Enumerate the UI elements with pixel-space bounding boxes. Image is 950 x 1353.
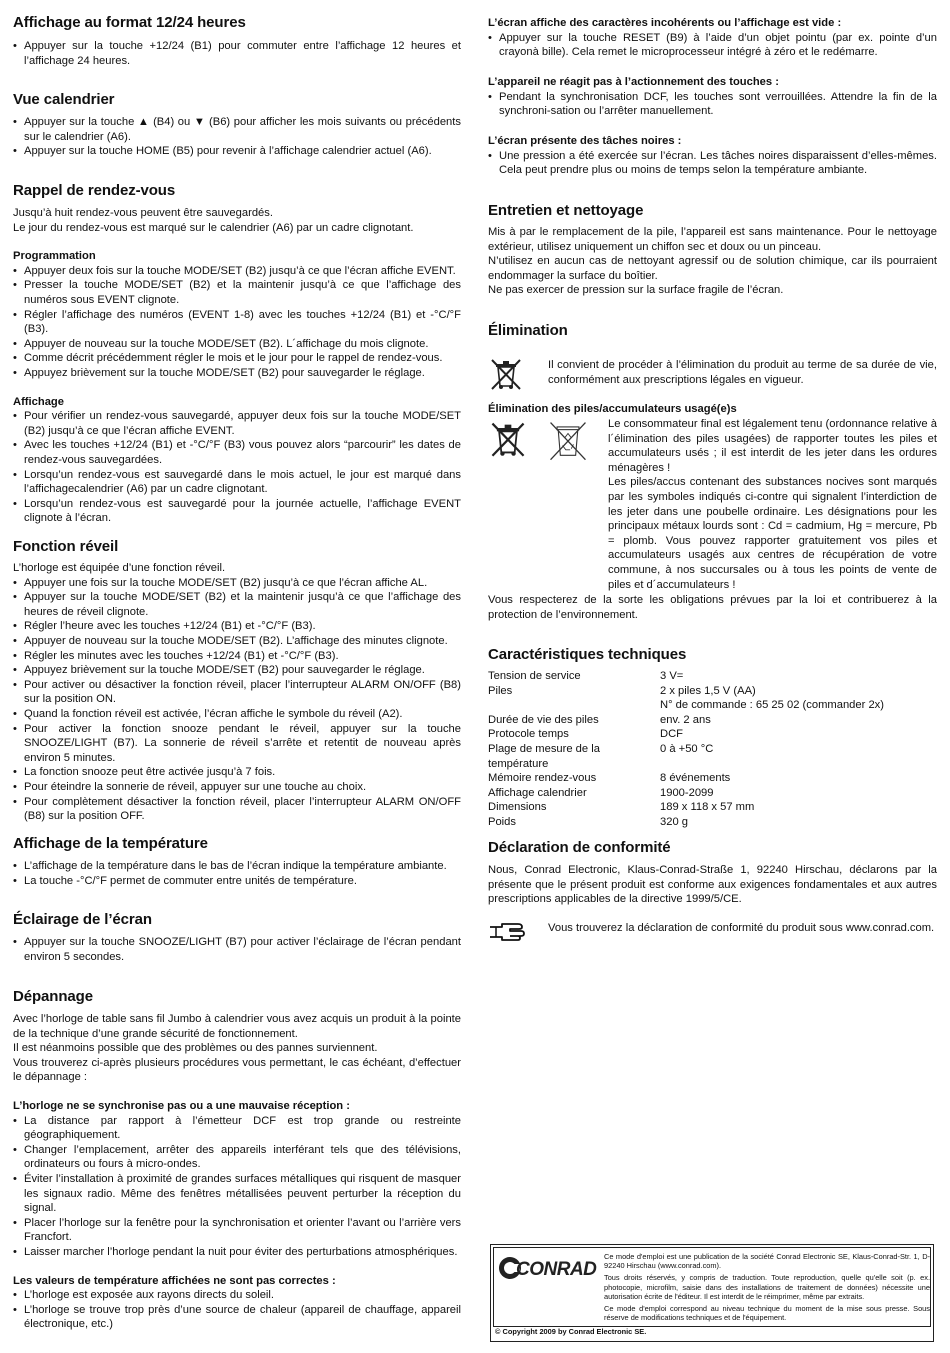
list-item: • Placer l’horloge sur la fenêtre pour la synchronisation et orienter l’avant ou l’arrière vers Francfort. — [13, 1216, 461, 1245]
spec-value: 3 V= — [660, 670, 684, 682]
spec-row — [488, 713, 884, 728]
spec-row — [488, 771, 884, 786]
list-item: • Lorsqu’un rendez-vous est sauvegardé pour la journée actuelle, l’affichage EVENT clignote à l’écran. — [13, 497, 461, 526]
spec-value: 2 x piles 1,5 V (AA) — [660, 684, 756, 697]
bullet-list — [13, 115, 461, 159]
spec-value: N° de commande : 65 25 02 (commander 2x) — [660, 699, 884, 712]
list-item: • Pour activer ou désactiver la fonction réveil, placer l’interrupteur ALARM ON/OFF (B8) sur la position ON. — [13, 678, 461, 707]
bullet-list — [13, 39, 461, 68]
section-title: Vue calendrier — [13, 91, 115, 108]
list-item: • Laisser marcher l’horloge pendant la nuit pour éviter des perturbations atmosphériques. — [13, 1245, 461, 1260]
paragraph: Mis à par le remplacement de la pile, l’appareil est sans maintenance. Pour le nettoyage extérieur, utilisez uniquement un chiffon sec et doux ou un pinceau. — [488, 226, 937, 253]
bullet-list — [488, 90, 937, 119]
spec-label: Dimensions — [488, 801, 547, 814]
subsection-title: Programmation — [13, 250, 96, 263]
pointing-hand-icon — [488, 921, 526, 943]
crossed-bin-icon — [488, 355, 524, 391]
spec-row — [488, 669, 884, 684]
spec-value: 320 g — [660, 815, 688, 828]
spec-value: 8 événements — [660, 772, 731, 785]
list-item: • Régler l’affichage des numéros (EVENT 1-8) avec les touches +12/24 (B1) et -°C/°F (B3). — [13, 308, 461, 337]
list-item: • Pendant la synchronisation DCF, les touches sont verrouillées. Attendre la fin de la synchroni-sation ou l’arrêter manuellement. — [488, 90, 937, 119]
paragraph: Ce mode d'emploi correspond au niveau technique du moment de la mise sous presse. Sous réserve de modifications techniques et de l'équipement. — [604, 1304, 930, 1323]
list-item: • Presser la touche MODE/SET (B2) et la maintenir jusqu’à ce que l’affichage des numéros sous EVENT clignote. — [13, 278, 461, 307]
spec-row — [488, 727, 884, 742]
list-item: • Appuyer sur la touche ▲ (B4) ou ▼ (B6) pour afficher les mois suivants ou précédents sur le calendrier (A6). — [13, 115, 461, 144]
list-item: • La distance par rapport à l’émetteur DCF est trop grande ou restreinte géographiquement. — [13, 1114, 461, 1143]
list-item: • Appuyer sur la touche SNOOZE/LIGHT (B7) pour activer l’éclairage de l’écran pendant environ 5 secondes. — [13, 935, 461, 964]
section-title: Élimination — [488, 322, 568, 339]
bullet-list — [488, 31, 937, 60]
spec-label — [488, 698, 660, 713]
list-item: • Appuyez brièvement sur la touche MODE/SET (B2) pour sauvegarder le réglage. — [13, 366, 461, 381]
section-title: Entretien et nettoyage — [488, 202, 644, 219]
paragraph: Vous respecterez de la sorte les obligations prévues par la loi et contribuerez à la protection de l’environnement. — [488, 594, 937, 621]
crossed-bin-icon — [488, 418, 528, 458]
subsection-title: Élimination des piles/accumulateurs usagé(e)s — [488, 403, 737, 415]
spec-value: DCF — [660, 728, 683, 741]
trouble-ecran-incoherent — [488, 16, 937, 60]
list-item: • L’affichage de la température dans le bas de l’écran indique la température ambiante. — [13, 859, 461, 874]
bullet-list — [13, 264, 461, 381]
list-item: • Appuyer sur la touche MODE/SET (B2) et la maintenir jusqu’à ce que l’affichage des heures de réveil clignote. — [13, 590, 461, 619]
bullet-list — [13, 409, 461, 526]
list-item: • Lorsqu’un rendez-vous est sauvegardé dans le mois actuel, le jour est marqué dans l’affichagecalendrier (A6) par un cadre clignotant. — [13, 468, 461, 497]
bullet-list — [13, 935, 461, 964]
conrad-logo-icon — [498, 1254, 598, 1282]
list-item: • Appuyer de nouveau sur la touche MODE/SET (B2). L´affichage du mois clignote. — [13, 337, 461, 352]
bullet-list — [13, 1288, 461, 1332]
subsection-title: L’horloge ne se synchronise pas ou a une mauvaise réception : — [13, 1099, 350, 1112]
list-item: • Changer l’emplacement, arrêter des appareils interférant tels que des télévisions, ordinateurs ou fours à micro-ondes. — [13, 1143, 461, 1172]
list-item: • Appuyer deux fois sur la touche MODE/SET (B2) jusqu’à ce que l’écran affiche EVENT. — [13, 264, 461, 279]
trouble-taches-noires — [488, 134, 937, 178]
crossed-bin-recycle-icon — [546, 416, 590, 464]
section-title: Affichage au format 12/24 heures — [13, 14, 246, 31]
section-fonction-reveil — [13, 538, 461, 824]
spec-row — [488, 800, 884, 815]
section-title: Affichage de la température — [13, 835, 208, 852]
list-item: • Pour activer la fonction snooze pendant le réveil, appuyer sur la touche SNOOZE/LIGHT (B7). La sonnerie de réveil s’arrête et retentit de nouveau après environ 5 minutes. — [13, 722, 461, 766]
imprint-text — [604, 1252, 930, 1325]
list-item: • Pour complètement désactiver la fonction réveil, placer l’interrupteur ALARM ON/OFF (B8) sur la position OFF. — [13, 795, 461, 824]
spec-label: Plage de mesure de la température — [488, 742, 600, 770]
paragraph: Le jour du rendez-vous est marqué sur le calendrier (A6) par un cadre clignotant. — [13, 221, 414, 234]
subsection-title: L’appareil ne réagit pas à l’actionnement des touches : — [488, 76, 779, 88]
logo-text: CONRAD — [516, 1259, 597, 1280]
paragraph: Le consommateur final est légalement tenu (ordonnance relative à l´élimination des piles usagées) de rapporter toutes les piles et accumulateurs usés ; il est interdit de les jeter dans les ordures ménagères ! — [608, 418, 937, 474]
list-item: • L’horloge se trouve trop près d’une source de chaleur (appareil de chauffage, appareil électronique, etc.) — [13, 1303, 461, 1332]
paragraph: Il convient de procéder à l’élimination du produit au terme de sa durée de vie, conformément aux prescriptions légales en vigueur. — [548, 359, 937, 386]
list-item: • Appuyer sur la touche HOME (B5) pour revenir à l’affichage calendrier actuel (A6). — [13, 144, 461, 159]
spec-row — [488, 786, 884, 801]
spec-value: env. 2 ans — [660, 713, 711, 726]
bullet-list — [13, 1114, 461, 1260]
spec-row — [488, 742, 884, 771]
section-elimination — [488, 322, 937, 621]
spec-label: Mémoire rendez-vous — [488, 772, 597, 785]
spec-value: 0 à +50 °C — [660, 742, 714, 755]
spec-value: 1900-2099 — [660, 786, 714, 799]
subsection-title: Les valeurs de température affichées ne sont pas correctes : — [13, 1274, 336, 1287]
spec-row — [488, 815, 884, 830]
section-title: Dépannage — [13, 988, 93, 1005]
section-title: Rappel de rendez-vous — [13, 182, 176, 199]
spec-label: Piles — [488, 684, 513, 697]
list-item: • Avec les touches +12/24 (B1) et -°C/°F (B3) vous pouvez alors “parcourir” les dates de rendez-vous sauvegardées. — [13, 438, 461, 467]
spec-label: Poids — [488, 815, 516, 828]
subsection-title: L’écran affiche des caractères incohérents ou l’affichage est vide : — [488, 17, 842, 29]
list-item: • Une pression a été exercée sur l’écran. Les tâches noires disparaissent d’elles-mêmes. Cela peut prendre plus ou moins de temps selon la température ambiante. — [488, 149, 937, 178]
list-item: • Pour éteindre la sonnerie de réveil, appuyer sur une touche au choix. — [13, 780, 461, 795]
list-item: • Comme décrit précédemment régler le mois et le jour pour le rappel de rendez-vous. — [13, 351, 461, 366]
section-format-1224 — [13, 14, 461, 68]
section-title: Déclaration de conformité — [488, 839, 671, 856]
subsection-title: L’écran présente des tâches noires : — [488, 135, 682, 147]
list-item: • Appuyer une fois sur la touche MODE/SET (B2) jusqu’à ce que l’écran affiche AL. — [13, 576, 461, 591]
list-item: • La fonction snooze peut être activée jusqu’à 7 fois. — [13, 765, 461, 780]
spec-label: Durée de vie des piles — [488, 713, 599, 726]
section-title: Éclairage de l’écran — [13, 911, 152, 928]
list-item: • La touche -°C/°F permet de commuter entre unités de température. — [13, 874, 461, 889]
list-item: • Pour vérifier un rendez-vous sauvegardé, appuyer deux fois sur la touche MODE/SET (B2) jusqu’à ce que l’écran affiche EVENT. — [13, 409, 461, 438]
section-depannage — [13, 988, 461, 1332]
conrad-logo — [498, 1254, 598, 1282]
spec-value: 189 x 118 x 57 mm — [660, 801, 755, 814]
list-item: • Quand la fonction réveil est activée, l’écran affiche le symbole du réveil (A2). — [13, 707, 461, 722]
spec-row — [488, 698, 884, 713]
list-item: • Appuyer sur la touche RESET (B9) à l’aide d’un objet pointu (par ex. pointe d’un crayonà bille). Cela remet le microprocesseur intégré à zéro et le redémarre. — [488, 31, 937, 60]
copyright: © Copyright 2009 by Conrad Electronic SE. — [495, 1327, 647, 1337]
list-item: • Régler l’heure avec les touches +12/24 (B1) et -°C/°F (B3). — [13, 619, 461, 634]
section-eclairage — [13, 911, 461, 964]
list-item: • Éviter l’installation à proximité de grandes surfaces métalliques qui risquent de masquer les signaux radio. Même des fenêtres métallisées peuvent perturber la réception du signal. — [13, 1172, 461, 1216]
paragraph: Tous droits réservés, y compris de traduction. Toute reproduction, quelle qu'elle soit (p. ex. photocopie, microfilm, saisie dans des installations de traitement de données) nécessite une autorisation écrite de l'éditeur. Il est interdit de le réimprimer, même par extraits. — [604, 1273, 930, 1301]
list-item: • L’horloge est exposée aux rayons directs du soleil. — [13, 1288, 461, 1303]
trouble-touches — [488, 75, 937, 119]
list-item: • Appuyer de nouveau sur la touche MODE/SET (B2). L’affichage des minutes clignote. — [13, 634, 461, 649]
battery-text — [608, 417, 937, 592]
imprint-inner-frame — [493, 1247, 931, 1327]
section-title: Caractéristiques techniques — [488, 646, 687, 663]
paragraph: Les piles/accus contenant des substances nocives sont marqués par les symboles indiqués ci-contre qui signalent l’interdiction de les jeter dans une poubelle ordinaire. Les désignations pour les principaux métaux lourds sont : Cd = cadmium, Hg = mercure, Pb = plomb. Vous pouvez rapporter gratuitement vos piles et accumulateurs usagés aux centres de récupération de votre commune, à nos succursales ou à tous les points de vente de piles et d´accumulateurs ! — [608, 476, 937, 591]
paragraph: Avec l’horloge de table sans fil Jumbo à calendrier vous avez acquis un produit à la pointe de la technique d’une grande sécurité de fonctionnement. — [13, 1013, 461, 1040]
paragraph: Ne pas exercer de pression sur la surface fragile de l’écran. — [488, 284, 784, 297]
section-entretien — [488, 202, 937, 298]
spec-row — [488, 684, 884, 699]
paragraph: Vous trouverez la déclaration de conformité du produit sous www.conrad.com. — [548, 922, 935, 934]
specs-table — [488, 669, 884, 830]
list-item: • Appuyer sur la touche +12/24 (B1) pour commuter entre l’affichage 12 heures et l’affichage 24 heures. — [13, 39, 461, 68]
subsection-title: Affichage — [13, 395, 64, 408]
paragraph: Ce mode d'emploi est une publication de la société Conrad Electronic SE, Klaus-Conrad-Str. 1, D-92240 Hirschau (www.conrad.com). — [604, 1252, 930, 1271]
bullet-list — [13, 576, 461, 824]
bullet-list — [488, 149, 937, 178]
section-title: Fonction réveil — [13, 538, 119, 555]
spec-label: Affichage calendrier — [488, 786, 587, 799]
list-item: • Régler les minutes avec les touches +12/24 (B1) et -°C/°F (B3). — [13, 649, 461, 664]
paragraph: N’utilisez en aucun cas de nettoyant agressif ou de solution chimique, car ils pourraient endommager la surface du boîtier. — [488, 255, 937, 282]
bullet-list — [13, 859, 461, 888]
paragraph: Vous trouverez ci-après plusieurs procédures vous permettant, le cas échéant, d’effectuer le dépannage : — [13, 1056, 461, 1084]
section-conformite — [488, 839, 937, 934]
section-vue-calendrier — [13, 91, 461, 159]
spec-label: Tension de service — [488, 670, 581, 682]
paragraph: Nous, Conrad Electronic, Klaus-Conrad-Straße 1, 92240 Hirschau, déclarons par la présente que le présent produit est conforme aux exigences fondamentales et aux autres prescriptions applicables de la directive 1999/5/CE. — [488, 864, 937, 906]
list-item: • Appuyez brièvement sur la touche MODE/SET (B2) pour sauvegarder le réglage. — [13, 663, 461, 678]
section-rappel-rendez-vous — [13, 182, 461, 526]
section-affichage-temperature — [13, 835, 461, 888]
paragraph: Jusqu’à huit rendez-vous peuvent être sauvegardés. — [13, 207, 273, 219]
imprint-box — [490, 1244, 934, 1342]
paragraph: Il est néanmoins possible que des problèmes ou des pannes surviennent. — [13, 1042, 378, 1055]
paragraph: L’horloge est équipée d’une fonction réveil. — [13, 562, 226, 574]
spec-label: Protocole temps — [488, 728, 569, 741]
section-caracteristiques — [488, 646, 937, 830]
